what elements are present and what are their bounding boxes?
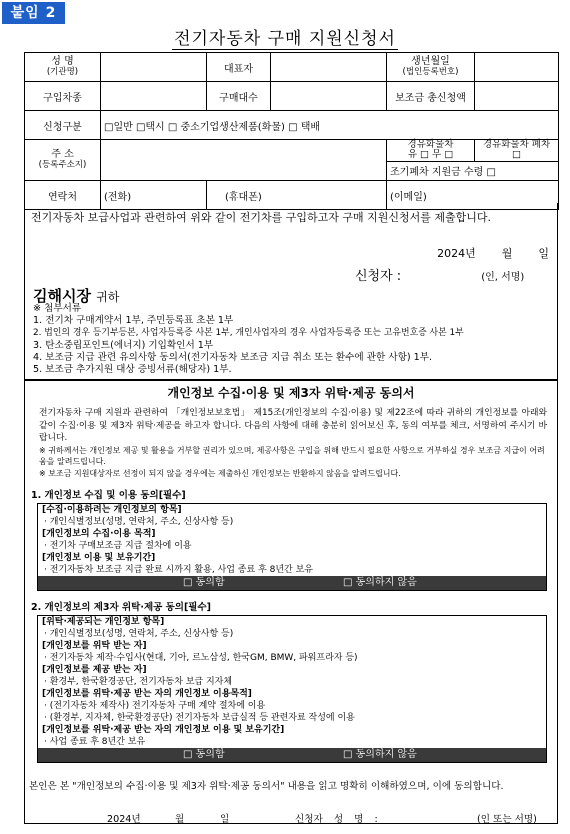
type-options[interactable]: □일반 □택시 □ 중소기업생산제품(화물) □ 택배: [101, 111, 559, 140]
birth-label-cell: 생년월일 (법인등록번호): [387, 53, 475, 82]
vehicle-field[interactable]: [101, 82, 207, 111]
rep-field[interactable]: [271, 53, 387, 82]
agree-checkbox[interactable]: □ 동의함: [183, 577, 225, 588]
section2-title: 2. 개인정보의 제3자 위탁·제공 동의[필수]: [31, 602, 212, 613]
attachment-item: 2. 법인의 경우 등기부등본, 사업자등록증 사본 1부, 개인사업자의 경우 사업자등록증 또는 고유번호증 사본 1부: [33, 328, 464, 339]
consent-note: ※ 보조금 지원대상자로 선정이 되지 않을 경우에는 제출하신 개인정보는 반환하지 않음을 알려드립니다.: [39, 468, 401, 478]
attachments-list: [33, 303, 553, 376]
scrap-truck-cell[interactable]: 경유화물차 폐차 □: [475, 140, 559, 162]
section2-agree-bar: [38, 748, 546, 762]
attachment-item: 5. 보조금 추가지원 대상 증빙서류(해당자) 1부.: [33, 364, 232, 376]
early-scrap-cell[interactable]: 조기폐차 지원금 수령 □: [387, 161, 559, 180]
disagree-checkbox[interactable]: □ 동의하지 않음: [343, 577, 417, 588]
qty-field[interactable]: [271, 82, 387, 111]
agree-checkbox[interactable]: □ 동의함: [183, 749, 225, 760]
section1-box: [수집·이용하려는 개인정보의 항목] · 개인식별정보(성명, 연락처, 주소, 신상사항 등) [개인정보의 수집·이용 목적] · 전기차 구매보조금 지급 절차에 이용 [개인정보 이용 및 보유기간] · 전기자동차 보조금 지급 완료 시까지 활용, 사업 종료 후 8년간 보유 □ 동의함 □ 동의하지 않음: [37, 503, 547, 591]
consent-intro: 전기자동차 구매 지원과 관련하여 「개인정보보호법」 제15조(개인정보의 수집·이용) 및 제22조에 따라 귀하의 개인정보를 아래와 같이 수집·이용 및 제3자 위탁·제공을 하고자 합니다. 다음의 사항에 대해 충분히 읽어보신 후, 동의 여부를 체크, 서명하여 주시기 바랍니다.: [39, 408, 547, 443]
contact-label: 연락처: [25, 181, 101, 210]
application-form-table: [24, 52, 559, 210]
consent-title: 개인정보 수집·이용 및 제3자 위탁·제공 동의서: [167, 386, 415, 400]
attachment-item: 4. 보조금 지급 관련 유의사항 동의서(전기자동차 보조금 지급 취소 또는 환수에 관한 사항) 1부.: [33, 351, 433, 363]
privacy-consent-section: 개인정보 수집·이용 및 제3자 위탁·제공 동의서 전기자동차 구매 지원과 관련하여 「개인정보보호법」 제15조(개인정보의 수집·이용) 및 제22조에 따라 귀하의 개인정보를 아래와 같이 수집·이용 및 제3자 위탁·제공을 하고자 합니다. 다음의 사항에 대해 충분히 읽어보신 후, 동의 여부를 체크, 서명하여 주시기 바랍니다. ※ 귀하께서는 개인정보 제공 및 활용을 거부할 권리가 있으며, 제공사항은 구입을 위해 반드시 필요한 사항으로 거부하실 경우 보조금 지급이 어려움을 알려드립니다. ※ 보조금 지원대상자로 선정이 되지 않을 경우에는 제출하신 개인정보는 반환하지 않음을 알려드립니다. 1. 개인정보 수집 및 이용 동의[필수] [수집·이용하려는 개인정보의 항목] · 개인식별정보(성명, 연락처, 주소, 신상사항 등) [개인정보의 수집·이용 목적] · 전기차 구매보조금 지급 절차에 이용 [개인정보 이용 및 보유기간] · 전기자동차 보조금 지급 완료 시까지 활용, 사업 종료 후 8년간 보유 □ 동의함 □ 동의하지 않음 2. 개인정보의 제3자 위탁·제공 동의[필수] [위탁·제공되는 개인정보 항목] · 개인식별정보(성명, 연락처, 주소, 신상사항 등) [개인정보를 위탁 받는 자] · 전기자동차 제작·수입사(현대, 기아, 르노삼성, 한국GM, BMW, 파워프라자 등) [개인정보를 제공 받는 자] · 환경부, 한국환경공단, 전기자동차 보급 지자체 [개인정보를 위탁·제공 받는 자의 개인정보 이용목적] · (전기자동차 제작사) 전기자동차 구매 계약 절차에 이용 · (환경부, 지자체, 한국환경공단) 전기자동차 보급실적 등 관련자료 작성에 이용 [개인정보를 위탁·제공 받는 자의 개인정보 이용 및 보유기간] · 사업 종료 후 8년간 보유 □ 동의함 □ 동의하지 않음 본인은 본 "개인정보의 수집·이용 및 제3자 위탁·제공 동의서" 내용을 읽고 명확히 이해하였으며, 이에 동의합니다. 2024년 월 일 신청자 성 명 : (인 또는 서명): [24, 380, 558, 824]
application-date: 2024년 월 일: [437, 247, 549, 260]
vehicle-label: 구입차종: [25, 82, 101, 111]
name-field[interactable]: [101, 53, 207, 82]
qty-label: 구매대수: [207, 82, 271, 111]
attachment-tag: 붙임 2: [2, 2, 65, 24]
application-body: [24, 203, 558, 380]
attachment-item: 1. 전기차 구매계약서 1부, 주민등록표 초본 1부: [33, 315, 234, 327]
subsidy-label: 보조금 총신청액: [387, 82, 475, 111]
rep-label: 대표자: [207, 53, 271, 82]
final-consent-text: 본인은 본 "개인정보의 수집·이용 및 제3자 위탁·제공 동의서" 내용을 읽고 명확히 이해하였으며, 이에 동의합니다.: [29, 781, 504, 792]
addr-field[interactable]: [101, 140, 387, 181]
subsidy-field[interactable]: [475, 82, 559, 111]
declaration-text: 전기자동차 보급사업과 관련하여 위와 같이 전기차를 구입하고자 구매 지원신청서를 제출합니다.: [31, 211, 492, 224]
page-title: 전기자동차 구매 지원신청서: [174, 29, 396, 49]
addr-label-cell: 주 소 (등록주소지): [25, 140, 101, 181]
section2-box: [위탁·제공되는 개인정보 항목] · 개인식별정보(성명, 연락처, 주소, 신상사항 등) [개인정보를 위탁 받는 자] · 전기자동차 제작·수입사(현대, 기아, 르노삼성, 한국GM, BMW, 파워프라자 등) [개인정보를 제공 받는 자] · 환경부, 한국환경공단, 전기자동차 보급 지자체 [개인정보를 위탁·제공 받는 자의 개인정보 이용목적] · (전기자동차 제작사) 전기자동차 구매 계약 절차에 이용 · (환경부, 지자체, 한국환경공단) 전기자동차 보급실적 등 관련자료 작성에 이용 [개인정보를 위탁·제공 받는 자의 개인정보 이용 및 보유기간] · 사업 종료 후 8년간 보유 □ 동의함 □ 동의하지 않음: [37, 615, 547, 763]
disagree-checkbox[interactable]: □ 동의하지 않음: [343, 749, 417, 760]
eco-truck-cell[interactable]: 경유화물차 유 □ 무 □: [387, 140, 475, 162]
applicant-line[interactable]: 신청자 : (인, 서명): [355, 269, 525, 284]
email-field[interactable]: (이메일): [387, 181, 559, 210]
attachment-item: 3. 탄소중립포인트(에너지) 기입확인서 1부: [33, 339, 214, 351]
section1-title: 1. 개인정보 수집 및 이용 동의[필수]: [31, 490, 186, 501]
type-label: 신청구분: [25, 111, 101, 140]
mobile-field[interactable]: (휴대폰): [207, 181, 387, 210]
consent-note: ※ 귀하께서는 개인정보 제공 및 활용을 거부할 권리가 있으며, 제공사항은 구입을 위해 반드시 필요한 사항으로 거부하실 경우 보조금 지급이 어려움을 알려드립니다.: [39, 445, 545, 466]
attachments-title: ※ 첨부서류: [33, 303, 82, 314]
final-signature[interactable]: (인 또는 서명): [477, 814, 537, 825]
birth-field[interactable]: [475, 53, 559, 82]
recipient: 김해시장 귀하: [33, 287, 120, 305]
name-label-cell: 성 명 (기관명): [25, 53, 101, 82]
phone-field[interactable]: (전화): [101, 181, 207, 210]
section1-agree-bar: [38, 576, 546, 590]
